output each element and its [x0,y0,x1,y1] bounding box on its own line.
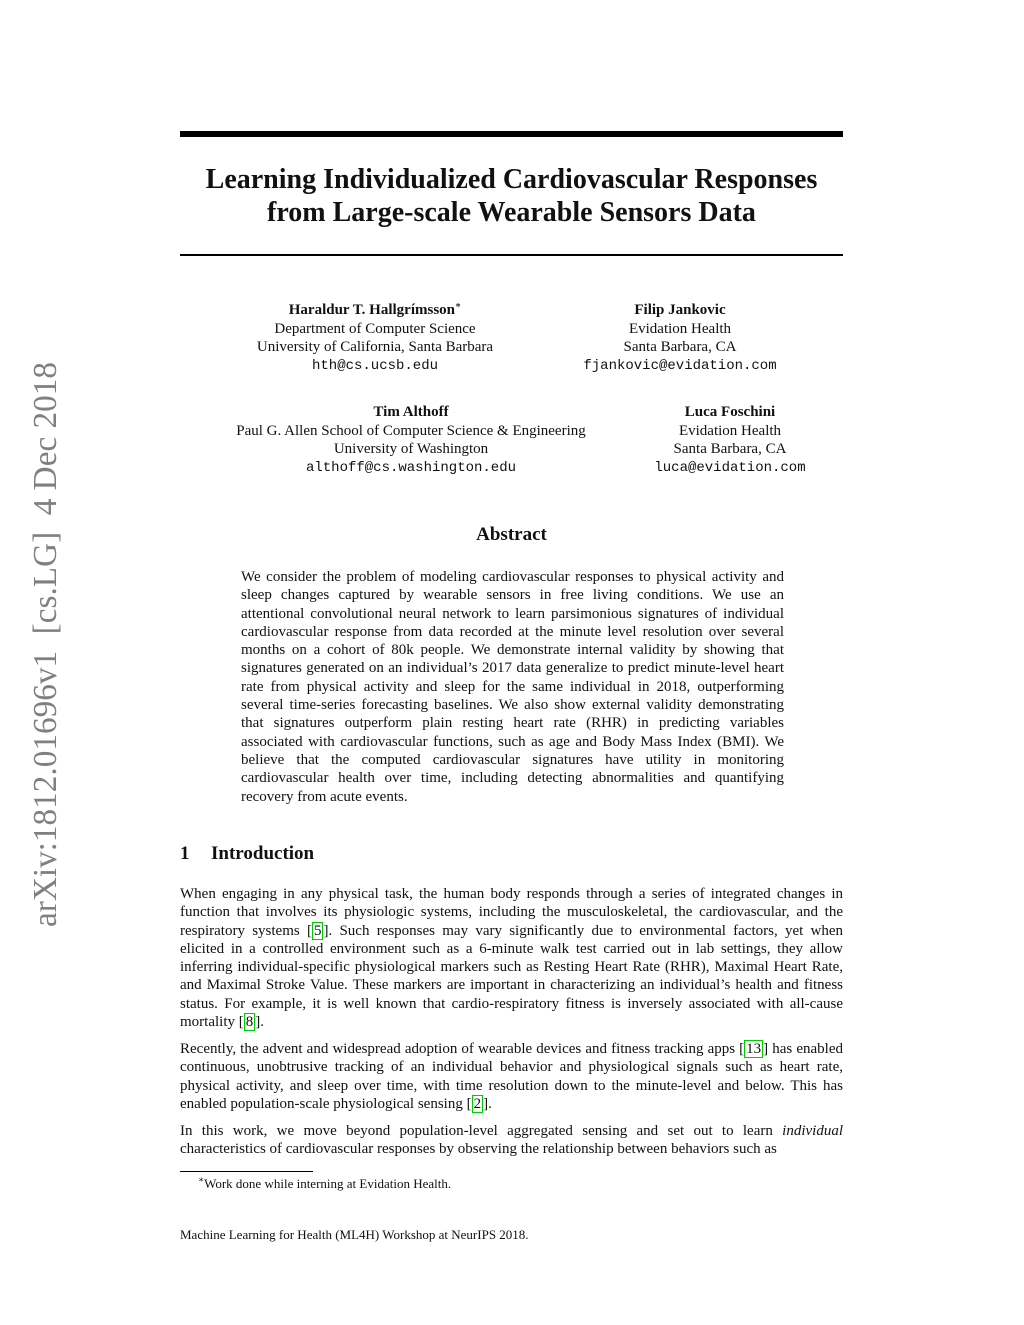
author-footnote-mark: ∗ [455,300,462,310]
author-affiliation: Department of Computer Science [274,320,476,337]
paragraph-text: ]. [483,1095,492,1112]
page-footer: Machine Learning for Health (ML4H) Workshop at NeurIPS 2018. [180,1227,529,1242]
intro-paragraph-2 [180,1040,843,1113]
footnote [198,1176,451,1192]
paragraph-text: When engaging in any physical task, the human body responds through a series of integrated changes in function that involves its physiologic systems, including the musculoskeletal, the cardiovascular, and the respiratory systems [ [180,886,843,939]
author-email: luca@evidation.com [654,459,806,476]
footnote-rule [180,1171,313,1172]
footnote-text: Work done while interning at Evidation Health. [204,1176,452,1191]
author-name: Filip Jankovic [634,302,726,318]
author-affiliation: Santa Barbara, CA [623,339,737,355]
title-line-2: from Large-scale Wearable Sensors Data [267,197,756,228]
author-block-1 [200,301,550,375]
author-block-3 [200,403,622,477]
citation-link[interactable]: 13 [746,1041,762,1057]
author-name: Haraldur T. Hallgrímsson [288,302,456,318]
author-affiliation: University of California, Santa Barbara [256,339,494,355]
author-affiliation: Evidation Health [678,422,782,439]
paper-title [180,163,843,229]
author-affiliation: Santa Barbara, CA [673,441,787,457]
title-line-1: Learning Individualized Cardiovascular Responses [205,164,818,195]
abstract-text: We consider the problem of modeling cardiovascular responses to physical activity and sleep changes captured by wearable sensors in free living conditions. We use an attentional convolutional neural network to learn parsimonious signatures of individual cardiovascular response from data recorded at the minute level resolution over several months on a cohort of 80k people. We demonstrate internal validity by showing that signatures generated on an individual’s 2017 data generalize to predict minute-level heart rate from physical activity and sleep for the same individual in 2018, outperforming several time-series forecasting baselines. We also show external validity demonstrating that signatures outperform plain resting heart rate (RHR) in predicting variables associated with cardiovascular functions, such as age and Body Mass Index (BMI). We believe that the computed cardiovascular signatures have utility in monitoring cardiovascular health over time, including detecting abnormalities and quantifying recovery from acute events. [241,569,784,805]
paragraph-text: characteristics of cardiovascular responses by observing the relationship between behaviors such as [180,1141,777,1158]
section-number: 1 [180,843,190,864]
arxiv-stamp [4,360,64,930]
author-affiliation: Evidation Health [628,320,732,337]
paragraph-text: ]. Such responses may vary significantly due to environmental factors, yet when elicited in a controlled environment such as a 6-minute walk test carried out in lab settings, they allow inferring individual-specific physiological markers such as Resting Heart Rate (RHR), Maximal Heart Rate, and Maximal Stroke Value. These markers are important in characterizing an individual’s health and fitness status. For example, it is well known that cardio-respiratory fitness is inversely associated with all-cause mortality [ [180,922,843,1031]
footnote-mark: ∗ [198,1174,205,1185]
intro-paragraph-1 [180,885,843,1031]
abstract-heading: Abstract [476,524,547,545]
paragraph-text: ]. [255,1014,264,1031]
author-block-4 [630,403,830,477]
author-email: hth@cs.ucsb.edu [311,357,439,374]
title-rule-bottom [180,254,843,256]
author-affiliation: University of Washington [333,441,489,457]
author-email: althoff@cs.washington.edu [305,459,517,476]
citation-link[interactable]: 8 [245,1014,254,1031]
author-affiliation: Paul G. Allen School of Computer Science & Engineering [236,422,586,439]
author-name: Luca Foschini [684,404,776,420]
paragraph-text: ] has enabled continuous, unobtrusive tracking of an individual behavior and physiological signals such as heart rate, physical activity, and sleep over time, with time resolution down to the minute-level and below. This has enabled population-scale physiological sensing [ [180,1041,843,1112]
intro-paragraph-3 [180,1122,843,1159]
author-email: fjankovic@evidation.com [583,357,777,374]
emphasis-text: individual [782,1123,843,1139]
section-title: Introduction [211,843,315,864]
author-block-2 [560,301,800,375]
section-heading [180,843,314,865]
paragraph-text: Recently, the advent and widespread adoption of wearable devices and fitness tracking apps [ [180,1041,745,1057]
paragraph-text: In this work, we move beyond population-level aggregated sensing and set out to learn [180,1123,783,1139]
title-rule-top [180,131,843,137]
arxiv-stamp-text: arXiv:1812.01696v1 [cs.LG] 4 Dec 2018 [27,360,64,927]
citation-link[interactable]: 5 [313,922,322,939]
citation-link[interactable]: 2 [473,1095,482,1112]
author-name: Tim Althoff [373,404,449,420]
